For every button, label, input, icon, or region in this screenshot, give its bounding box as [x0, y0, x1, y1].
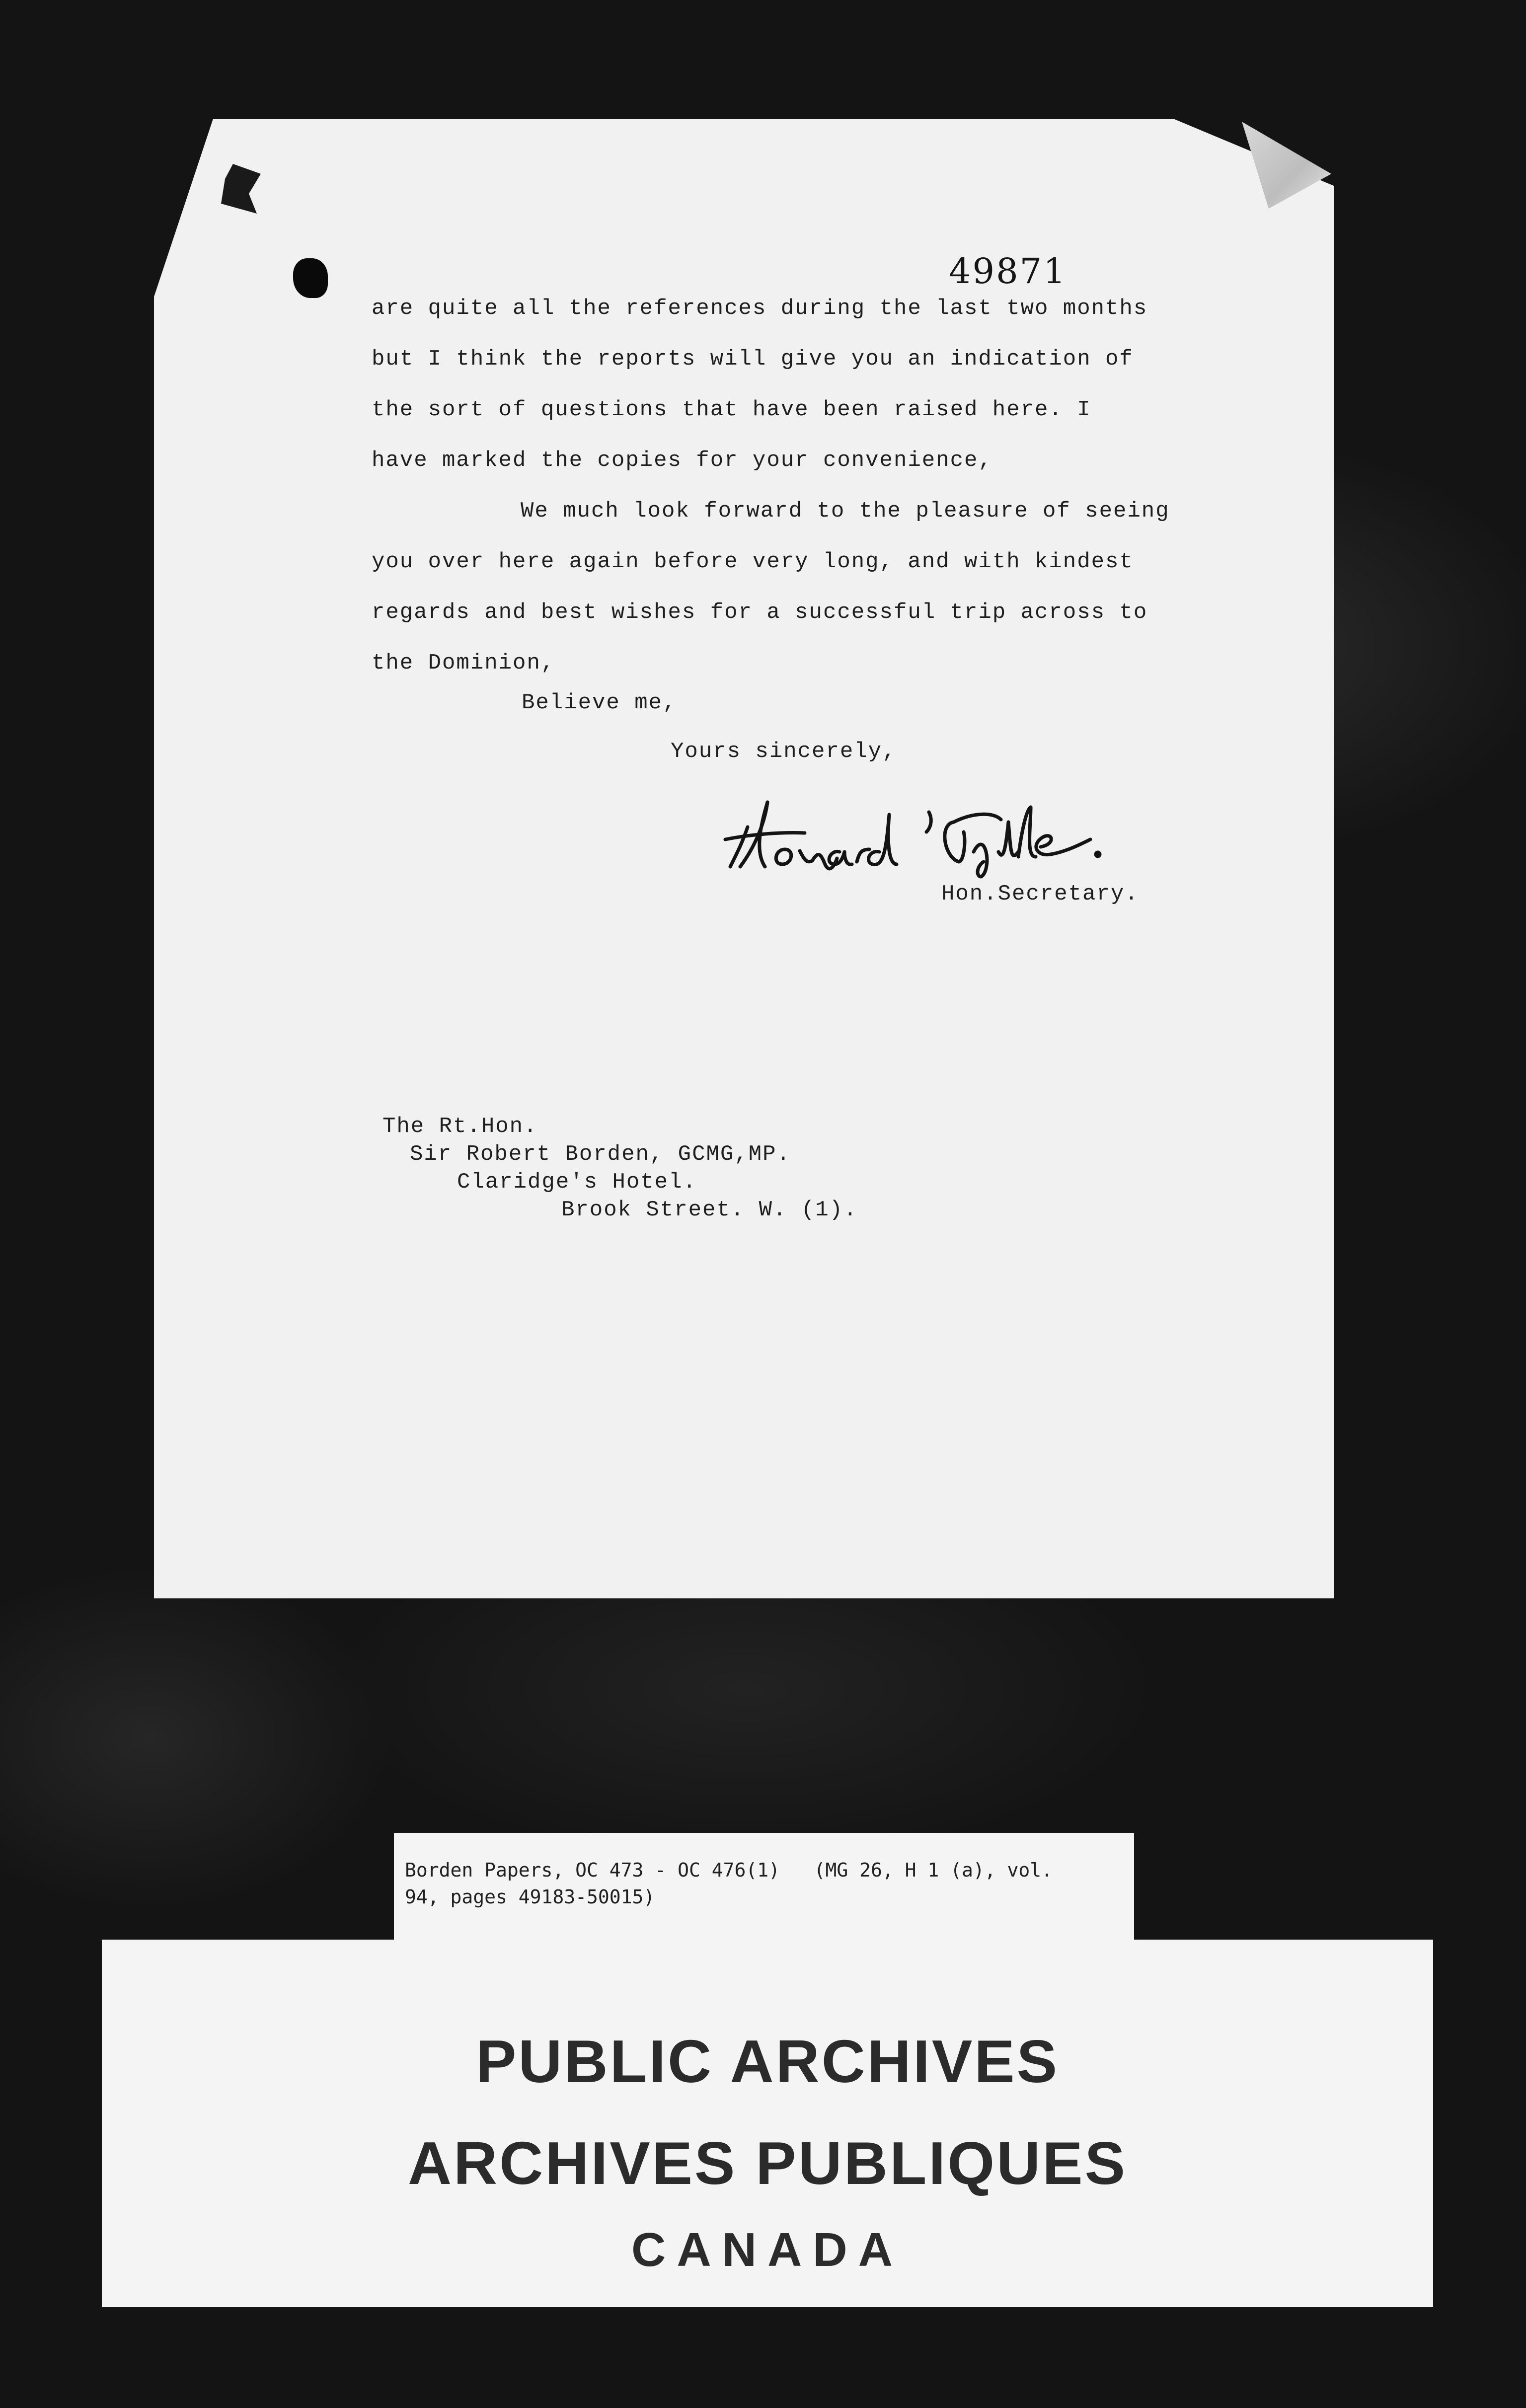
stamp-line-1: PUBLIC ARCHIVES [476, 2028, 1059, 2095]
body-line: have marked the copies for your convenience, [372, 448, 992, 473]
page-number: 49871 [949, 251, 1067, 292]
letter-body [372, 283, 1266, 688]
address-block [382, 1113, 858, 1224]
body-line: are quite all the references during the last two months [372, 296, 1148, 321]
reference-text [405, 1857, 1125, 1910]
address-line: The Rt.Hon. [382, 1114, 538, 1139]
stamp-line-2: ARCHIVES PUBLIQUES [407, 2129, 1128, 2197]
reference-line-2: 94, pages 49183-50015) [405, 1886, 655, 1908]
body-line: We much look forward to the pleasure of seeing [521, 499, 1170, 524]
body-line: but I think the reports will give you an indication of [372, 347, 1134, 372]
handwritten-signature [720, 792, 1197, 882]
closing-believe: Believe me, [522, 690, 677, 715]
closing-yours: Yours sincerely, [671, 739, 897, 764]
punch-hole [293, 258, 328, 298]
archives-stamp [102, 1940, 1433, 2307]
body-line: the Dominion, [372, 651, 555, 676]
address-line: Claridge's Hotel. [457, 1170, 697, 1195]
address-line: Brook Street. W. (1). [561, 1198, 858, 1222]
address-line: Sir Robert Borden, GCMG,MP. [410, 1142, 791, 1167]
stamp-line-3: CANADA [631, 2223, 904, 2276]
reference-line-1: Borden Papers, OC 473 - OC 476(1) (MG 26, H 1 (a), vol. [405, 1859, 1053, 1881]
reference-card [394, 1833, 1134, 1952]
body-line: the sort of questions that have been raised here. I [372, 397, 1091, 422]
body-line: you over here again before very long, and with kindest [372, 549, 1134, 574]
body-line: regards and best wishes for a successful trip across to [372, 600, 1148, 625]
signatory-title: Hon.Secretary. [941, 882, 1139, 906]
